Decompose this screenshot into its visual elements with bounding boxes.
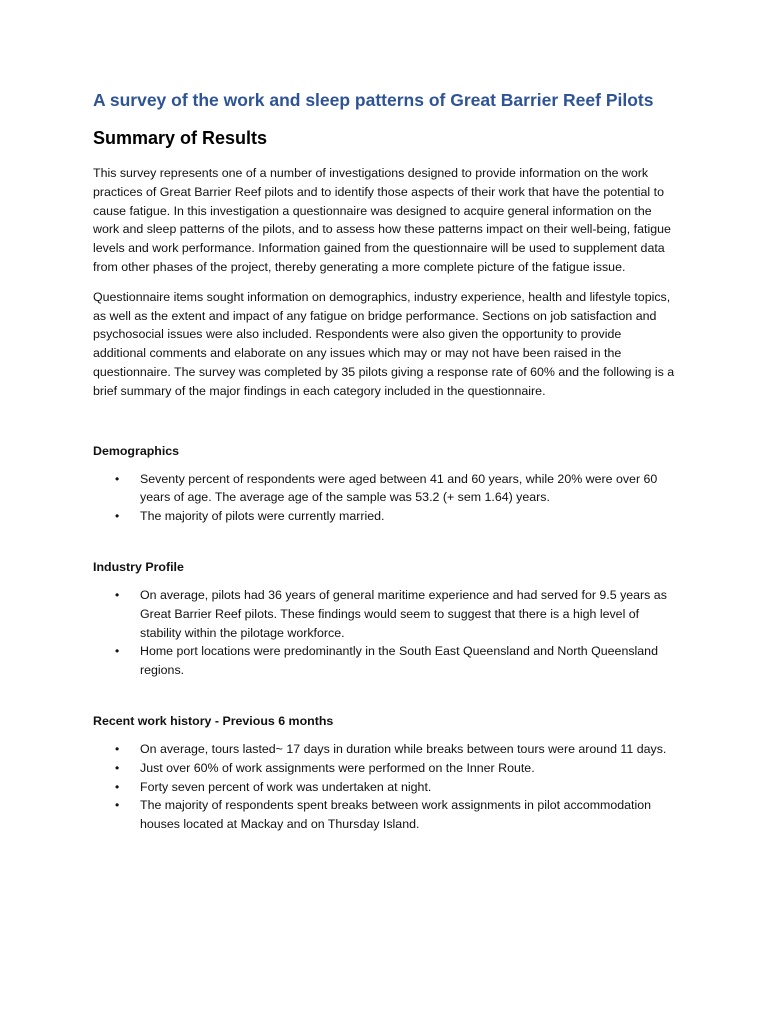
section-heading: Demographics bbox=[93, 443, 180, 458]
list-item-text: Home port locations were predominantly in the South East Queensland and North Queensland regions. bbox=[140, 644, 658, 678]
list-item-text: Seventy percent of respondents were aged between 41 and 60 years, while 20% were over 60 years of age. The average age of the sample was 53.2 (+ sem 1.64) years. bbox=[140, 471, 658, 505]
list-item bbox=[93, 642, 677, 680]
document-subtitle: Summary of Results bbox=[93, 128, 268, 148]
bullet-icon: • bbox=[115, 779, 120, 794]
bullet-list bbox=[93, 740, 677, 834]
method-paragraph: Questionnaire items sought information on demographics, industry experience, health and lifestyle topics, as well as the extent and impact of any fatigue on bridge performance. Sections on job satisfaction and psychosocial issues were also included. Respondents were also given the opportunity to provide additional comments and elaborate on any issues which may or may not have been raised in the questionnaire. The survey was completed by 35 pilots giving a response rate of 60% and the following is a brief summary of the major findings in each category included in the questionnaire. bbox=[93, 289, 675, 398]
section-spacer bbox=[93, 526, 677, 558]
list-item-text: On average, pilots had 36 years of general maritime experience and had served for 9.5 years as Great Barrier Reef pilots. These findings would seem to suggest that there is a high level of stability within the pilotage workforce. bbox=[140, 587, 667, 640]
section-demographics bbox=[93, 442, 677, 526]
bullet-icon: • bbox=[115, 509, 120, 524]
list-item bbox=[93, 796, 677, 834]
section-spacer bbox=[93, 680, 677, 712]
bullet-list bbox=[93, 470, 677, 526]
document-page bbox=[93, 88, 677, 834]
list-item bbox=[93, 470, 677, 508]
section-industry-profile bbox=[93, 558, 677, 680]
list-item bbox=[93, 778, 677, 797]
list-item bbox=[93, 759, 677, 778]
section-heading: Industry Profile bbox=[93, 559, 184, 574]
list-item bbox=[93, 586, 677, 642]
list-item-text: Just over 60% of work assignments were performed on the Inner Route. bbox=[140, 760, 535, 775]
section-heading: Recent work history - Previous 6 months bbox=[93, 713, 334, 728]
section-recent-work-history bbox=[93, 712, 677, 834]
list-item-text: On average, tours lasted~ 17 days in duration while breaks between tours were around 11 days. bbox=[140, 741, 667, 756]
bullet-icon: • bbox=[115, 471, 120, 486]
bullet-icon: • bbox=[115, 741, 120, 756]
list-item-text: Forty seven percent of work was undertaken at night. bbox=[140, 779, 432, 794]
bullet-icon: • bbox=[115, 760, 120, 775]
list-item-text: The majority of pilots were currently married. bbox=[140, 509, 385, 524]
bullet-icon: • bbox=[115, 644, 120, 659]
list-item bbox=[93, 507, 677, 526]
list-item-text: The majority of respondents spent breaks between work assignments in pilot accommodation houses located at Mackay and on Thursday Island. bbox=[140, 798, 652, 832]
intro-paragraph: This survey represents one of a number of investigations designed to provide information on the work practices of Great Barrier Reef pilots and to identify those aspects of their work that have the potential to cause fatigue. In this investigation a questionnaire was designed to acquire general information on the work and sleep patterns of the pilots, and to assess how these patterns impact on their well-being, fatigue levels and work performance. Information gained from the questionnaire will be used to supplement data from other phases of the project, thereby generating a more complete picture of the fatigue issue. bbox=[93, 166, 671, 274]
bullet-list bbox=[93, 586, 677, 680]
section-spacer bbox=[93, 412, 677, 442]
list-item bbox=[93, 740, 677, 759]
bullet-icon: • bbox=[115, 587, 120, 602]
bullet-icon: • bbox=[115, 798, 120, 813]
document-title: A survey of the work and sleep patterns of Great Barrier Reef Pilots bbox=[93, 90, 654, 110]
